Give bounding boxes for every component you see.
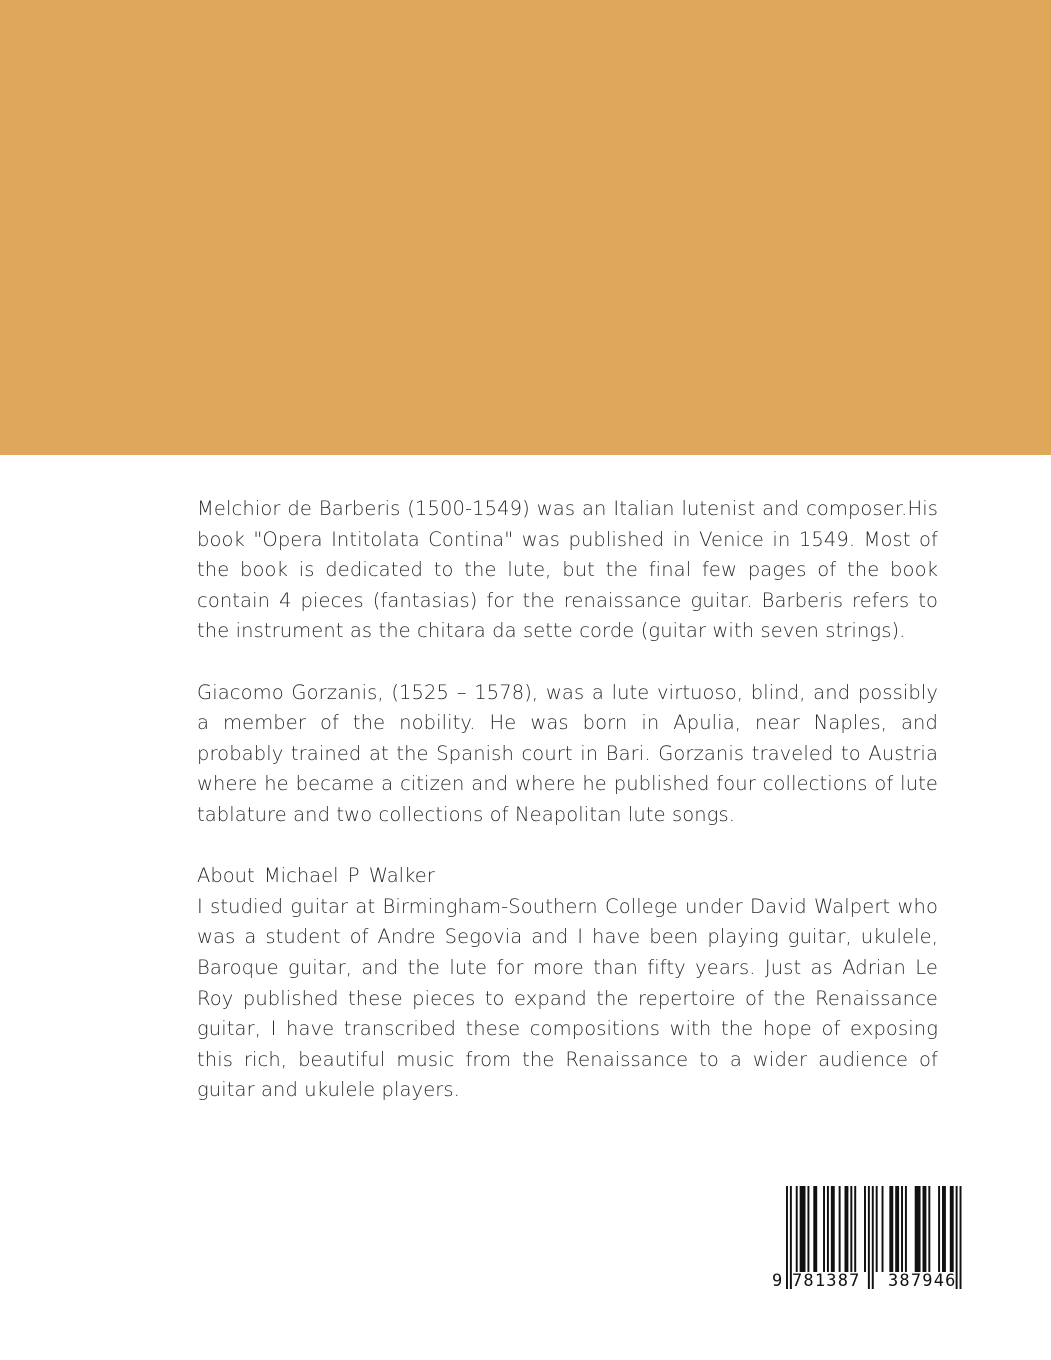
barcode-bar <box>827 1186 829 1272</box>
barcode-bar <box>796 1186 798 1272</box>
barcode-bar <box>942 1186 946 1272</box>
barcode-bar <box>889 1186 893 1272</box>
barcode-bar <box>854 1186 856 1272</box>
about-author-heading: About Michael P Walker <box>197 864 435 888</box>
gorzanis-paragraph: Giacomo Gorzanis, (1525 – 1578), was a lute virtuoso, blind, and possibly a member of the nobility. He was born in Apulia, near Naples, and probably trained at the Spanish court in Bari. Gorzanis traveled to Austria where he became a citizen and where he published four collections of lute tablature and two collections of Neapolitan lute songs. <box>197 680 938 826</box>
barcode-bar <box>901 1186 903 1272</box>
barcode-bar <box>850 1186 852 1272</box>
barcode-bar <box>915 1186 921 1272</box>
barcode-bar <box>876 1186 878 1272</box>
barcode-bar <box>923 1186 927 1272</box>
barcode-bar <box>905 1186 907 1272</box>
barcode-bar <box>831 1186 835 1272</box>
barcode-prefix-digit: 9 <box>772 1271 783 1291</box>
cover-color-band <box>0 0 1051 455</box>
barcode-bar <box>800 1186 806 1272</box>
barcode-bar <box>813 1186 817 1272</box>
barcode-bar <box>882 1186 884 1272</box>
barcode-bar <box>864 1186 866 1272</box>
barcode-bar <box>845 1186 849 1272</box>
barcode-graphic <box>770 1186 982 1292</box>
barcode-left-digits: 781387 <box>792 1271 861 1291</box>
barcode-bar <box>823 1186 825 1272</box>
author-bio-paragraph: I studied guitar at Birmingham-Southern College under David Walpert who was a student of Andre Segovia and I have been playing guitar, ukulele, Baroque guitar, and the lute for more than fifty years. Just as Adrian Le Roy published these pieces to expand the repertoire of the Renaissance guitar, I have transcribed these compositions with the hope of exposing this rich, beautiful music from the Renaissance to a wider audience of guitar and ukulele players. <box>197 894 938 1102</box>
barcode-bar <box>960 1186 962 1289</box>
barcode-bar <box>868 1186 870 1289</box>
barcode-bar <box>807 1186 809 1272</box>
barcode-bar <box>928 1186 930 1272</box>
back-cover-text <box>197 494 938 1106</box>
barcode-bar <box>950 1186 954 1272</box>
barberis-paragraph: Melchior de Barberis (1500-1549) was an Italian lutenist and composer.His book "Opera Intitolata Contina" was published in Venice in 1549. Most of the book is dedicated to the lute, but the final few pages of the book contain 4 pieces (fantasias) for the renaissance guitar. Barberis refers to the instrument as the chitara da sette corde (guitar with seven strings). <box>197 497 938 643</box>
barcode-right-digits: 387946 <box>888 1271 957 1291</box>
barcode-bar <box>786 1186 788 1289</box>
barcode-bar <box>895 1186 899 1272</box>
barcode-bar <box>938 1186 940 1272</box>
isbn-barcode <box>770 1186 982 1292</box>
barcode-bar <box>839 1186 841 1272</box>
barcode-bar <box>872 1186 874 1289</box>
